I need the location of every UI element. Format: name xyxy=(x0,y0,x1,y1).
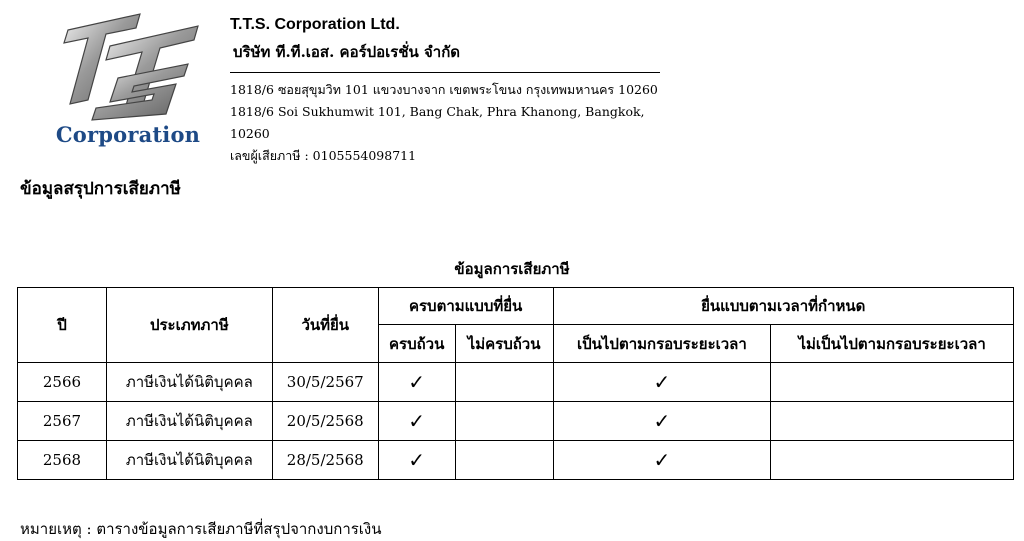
cell-filing-date: 20/5/2568 xyxy=(272,402,378,441)
footnote: หมายเหตุ : ตารางข้อมูลการเสียภาษีที่สรุปจากงบการเงิน xyxy=(20,520,382,538)
header-incomplete: ไม่ครบถ้วน xyxy=(455,325,553,363)
company-header xyxy=(230,16,660,167)
tax-summary-table xyxy=(17,287,1014,480)
cell-tax-type: ภาษีเงินได้นิติบุคคล xyxy=(106,441,272,480)
cell-incomplete xyxy=(455,363,553,402)
cell-not-on-time xyxy=(771,441,1014,480)
cell-not-on-time xyxy=(771,402,1014,441)
cell-year: 2568 xyxy=(18,441,107,480)
cell-on-time-check: ✓ xyxy=(553,441,771,480)
cell-filing-date: 28/5/2568 xyxy=(272,441,378,480)
cell-not-on-time xyxy=(771,363,1014,402)
page-title: ข้อมูลสรุปการเสียภาษี xyxy=(20,179,181,199)
cell-on-time-check: ✓ xyxy=(553,363,771,402)
table-row xyxy=(18,363,1014,402)
table-title: ข้อมูลการเสียภาษี xyxy=(454,260,570,278)
logo-wordmark: Corporation xyxy=(55,122,201,147)
cell-on-time-check: ✓ xyxy=(553,402,771,441)
address-en: 1818/6 Soi Sukhumwit 101, Bang Chak, Phra Khanong, Bangkok, 10260 xyxy=(230,104,645,141)
company-name-en: T.T.S. Corporation Ltd. xyxy=(230,16,400,33)
header-not-on-time: ไม่เป็นไปตามกรอบระยะเวลา xyxy=(771,325,1014,363)
tts-logo-icon xyxy=(48,8,208,123)
table-row xyxy=(18,441,1014,480)
address-th: 1818/6 ซอยสุขุมวิท 101 แขวงบางจาก เขตพระโขนง กรุงเทพมหานคร 10260 xyxy=(230,82,658,97)
table-row xyxy=(18,402,1014,441)
tax-id: เลขผู้เสียภาษี : 0105554098711 xyxy=(230,148,417,163)
cell-complete-check: ✓ xyxy=(378,441,455,480)
cell-filing-date: 30/5/2567 xyxy=(272,363,378,402)
cell-incomplete xyxy=(455,441,553,480)
cell-tax-type: ภาษีเงินได้นิติบุคคล xyxy=(106,402,272,441)
cell-incomplete xyxy=(455,402,553,441)
cell-year: 2567 xyxy=(18,402,107,441)
cell-complete-check: ✓ xyxy=(378,363,455,402)
header-complete: ครบถ้วน xyxy=(378,325,455,363)
cell-tax-type: ภาษีเงินได้นิติบุคคล xyxy=(106,363,272,402)
cell-year: 2566 xyxy=(18,363,107,402)
header-filing-date: วันที่ยื่น xyxy=(272,288,378,363)
header-year: ปี xyxy=(18,288,107,363)
header-tax-type: ประเภทภาษี xyxy=(106,288,272,363)
company-name-th: บริษัท ที.ที.เอส. คอร์ปอเรชั่น จำกัด xyxy=(233,43,461,61)
header-group-time: ยื่นแบบตามเวลาที่กำหนด xyxy=(553,288,1013,325)
header-divider xyxy=(230,72,660,73)
header-group-form: ครบตามแบบที่ยื่น xyxy=(378,288,553,325)
company-logo xyxy=(40,8,210,148)
cell-complete-check: ✓ xyxy=(378,402,455,441)
header-on-time: เป็นไปตามกรอบระยะเวลา xyxy=(553,325,771,363)
